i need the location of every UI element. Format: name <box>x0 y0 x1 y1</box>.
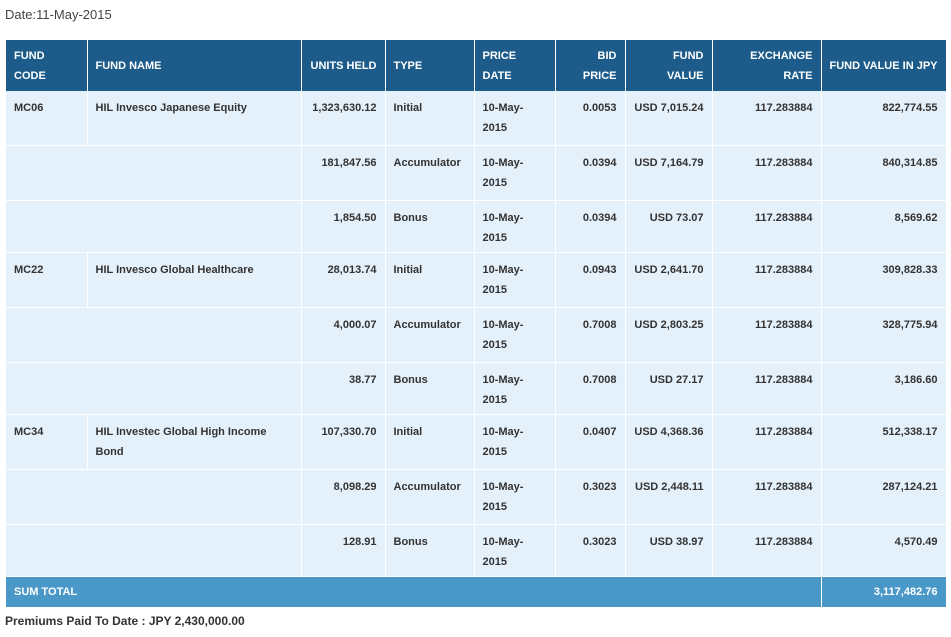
fund-value-jpy-cell: 4,570.49 <box>821 525 946 577</box>
bid-price-cell: 0.0407 <box>555 415 625 470</box>
type-cell: Bonus <box>385 363 474 415</box>
header-type: TYPE <box>385 40 474 91</box>
fund-name-cell <box>87 201 301 253</box>
bid-price-cell: 0.0394 <box>555 146 625 201</box>
sum-total-row <box>6 577 946 608</box>
type-cell: Bonus <box>385 525 474 577</box>
type-cell: Accumulator <box>385 146 474 201</box>
header-fund-value: FUND VALUE <box>625 40 712 91</box>
fund-name-cell: HIL Invesco Japanese Equity <box>87 91 301 146</box>
bid-price-cell: 0.7008 <box>555 308 625 363</box>
fund-name-cell <box>87 363 301 415</box>
type-cell: Accumulator <box>385 308 474 363</box>
fund-value-jpy-cell: 840,314.85 <box>821 146 946 201</box>
type-cell: Initial <box>385 253 474 308</box>
fund-value-cell: USD 73.07 <box>625 201 712 253</box>
price-date-cell: 10-May-2015 <box>474 525 555 577</box>
bid-price-cell: 0.0053 <box>555 91 625 146</box>
units-held-cell: 128.91 <box>301 525 385 577</box>
fund-code-cell <box>6 308 87 363</box>
units-held-cell: 8,098.29 <box>301 470 385 525</box>
price-date-cell: 10-May-2015 <box>474 253 555 308</box>
sum-total-value: 3,117,482.76 <box>821 577 946 608</box>
exchange-rate-cell: 117.283884 <box>712 308 821 363</box>
price-date-cell: 10-May-2015 <box>474 363 555 415</box>
fund-name-cell <box>87 146 301 201</box>
table-row <box>6 308 946 363</box>
fund-holdings-table <box>6 40 947 608</box>
table-row <box>6 415 946 470</box>
table-row <box>6 146 946 201</box>
header-bid-price: BID PRICE <box>555 40 625 91</box>
fund-name-cell: HIL Investec Global High Income Bond <box>87 415 301 470</box>
fund-value-cell: USD 7,015.24 <box>625 91 712 146</box>
fund-name-cell <box>87 470 301 525</box>
exchange-rate-cell: 117.283884 <box>712 525 821 577</box>
type-cell: Initial <box>385 415 474 470</box>
sum-total-label: SUM TOTAL <box>6 577 821 608</box>
fund-code-cell <box>6 201 87 253</box>
fund-code-cell <box>6 470 87 525</box>
price-date-cell: 10-May-2015 <box>474 201 555 253</box>
units-held-cell: 28,013.74 <box>301 253 385 308</box>
table-row <box>6 525 946 577</box>
fund-code-cell: MC06 <box>6 91 87 146</box>
exchange-rate-cell: 117.283884 <box>712 146 821 201</box>
fund-code-cell: MC22 <box>6 253 87 308</box>
fund-value-jpy-cell: 309,828.33 <box>821 253 946 308</box>
table-row <box>6 253 946 308</box>
bid-price-cell: 0.3023 <box>555 470 625 525</box>
fund-code-cell <box>6 525 87 577</box>
header-price-date: PRICE DATE <box>474 40 555 91</box>
exchange-rate-cell: 117.283884 <box>712 470 821 525</box>
exchange-rate-cell: 117.283884 <box>712 91 821 146</box>
price-date-cell: 10-May-2015 <box>474 415 555 470</box>
exchange-rate-cell: 117.283884 <box>712 253 821 308</box>
fund-code-cell: MC34 <box>6 415 87 470</box>
table-header-row <box>6 40 946 91</box>
fund-value-jpy-cell: 328,775.94 <box>821 308 946 363</box>
fund-value-cell: USD 7,164.79 <box>625 146 712 201</box>
table-row <box>6 470 946 525</box>
exchange-rate-cell: 117.283884 <box>712 363 821 415</box>
units-held-cell: 1,323,630.12 <box>301 91 385 146</box>
table-row <box>6 201 946 253</box>
type-cell: Bonus <box>385 201 474 253</box>
header-exchange-rate: EXCHANGE RATE <box>712 40 821 91</box>
bid-price-cell: 0.3023 <box>555 525 625 577</box>
fund-value-cell: USD 2,448.11 <box>625 470 712 525</box>
type-cell: Initial <box>385 91 474 146</box>
fund-name-cell <box>87 525 301 577</box>
units-held-cell: 181,847.56 <box>301 146 385 201</box>
price-date-cell: 10-May-2015 <box>474 470 555 525</box>
units-held-cell: 1,854.50 <box>301 201 385 253</box>
fund-name-cell: HIL Invesco Global Healthcare <box>87 253 301 308</box>
fund-value-jpy-cell: 3,186.60 <box>821 363 946 415</box>
fund-value-cell: USD 4,368.36 <box>625 415 712 470</box>
fund-name-cell <box>87 308 301 363</box>
units-held-cell: 38.77 <box>301 363 385 415</box>
table-row <box>6 363 946 415</box>
fund-code-cell <box>6 146 87 201</box>
units-held-cell: 107,330.70 <box>301 415 385 470</box>
header-fund-name: FUND NAME <box>87 40 301 91</box>
fund-value-cell: USD 27.17 <box>625 363 712 415</box>
exchange-rate-cell: 117.283884 <box>712 201 821 253</box>
fund-code-cell <box>6 363 87 415</box>
bid-price-cell: 0.0943 <box>555 253 625 308</box>
price-date-cell: 10-May-2015 <box>474 308 555 363</box>
report-date: Date:11-May-2015 <box>5 7 112 22</box>
fund-value-cell: USD 38.97 <box>625 525 712 577</box>
fund-value-jpy-cell: 822,774.55 <box>821 91 946 146</box>
table-row <box>6 91 946 146</box>
header-fund-code: FUND CODE <box>6 40 87 91</box>
bid-price-cell: 0.0394 <box>555 201 625 253</box>
units-held-cell: 4,000.07 <box>301 308 385 363</box>
header-fund-value-jpy: FUND VALUE IN JPY <box>821 40 946 91</box>
type-cell: Accumulator <box>385 470 474 525</box>
price-date-cell: 10-May-2015 <box>474 91 555 146</box>
price-date-cell: 10-May-2015 <box>474 146 555 201</box>
fund-value-cell: USD 2,641.70 <box>625 253 712 308</box>
fund-value-jpy-cell: 287,124.21 <box>821 470 946 525</box>
exchange-rate-cell: 117.283884 <box>712 415 821 470</box>
fund-value-cell: USD 2,803.25 <box>625 308 712 363</box>
fund-value-jpy-cell: 8,569.62 <box>821 201 946 253</box>
header-units-held: UNITS HELD <box>301 40 385 91</box>
bid-price-cell: 0.7008 <box>555 363 625 415</box>
fund-value-jpy-cell: 512,338.17 <box>821 415 946 470</box>
premiums-paid-to-date: Premiums Paid To Date : JPY 2,430,000.00 <box>5 614 245 628</box>
